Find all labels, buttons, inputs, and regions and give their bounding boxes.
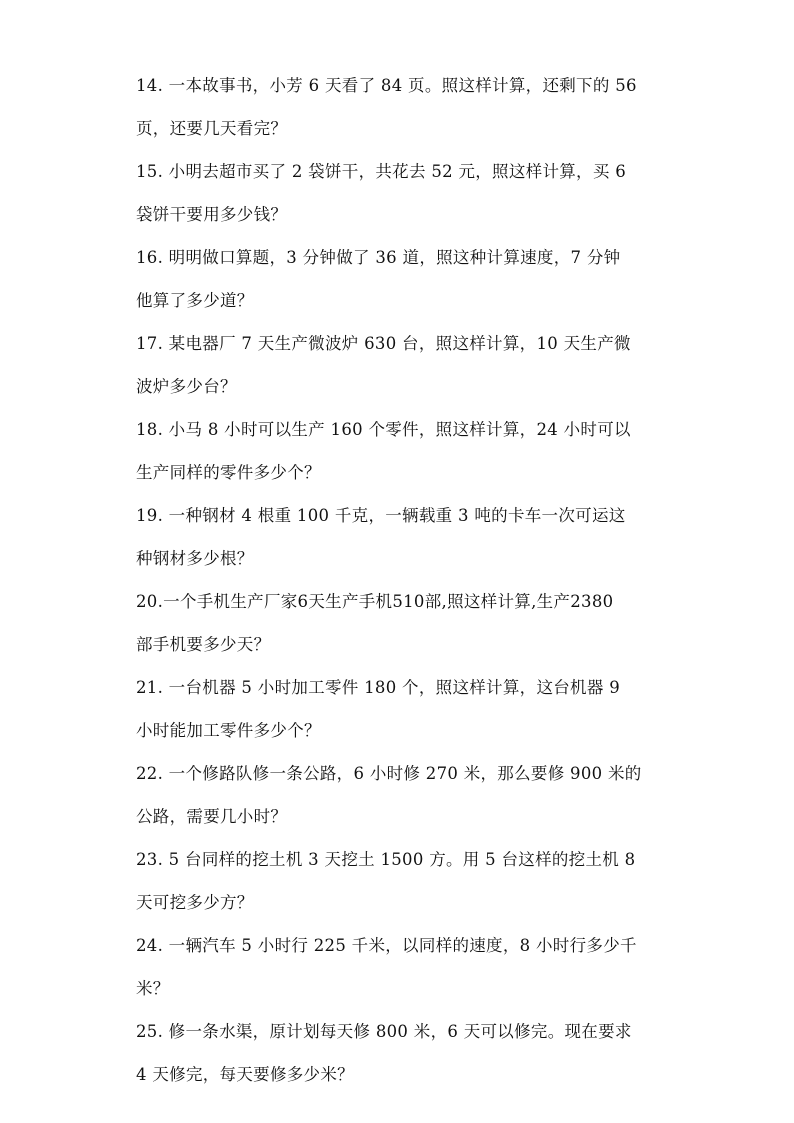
problem-line: 16. 明明做口算题，3 分钟做了 36 道，照这种计算速度，7 分钟 [136, 248, 621, 267]
problem-25 [136, 1010, 666, 1096]
problem-list [136, 64, 666, 1096]
problem-line: 页，还要几天看完？ [136, 119, 288, 138]
problem-line: 小时能加工零件多少个？ [136, 721, 321, 740]
problem-15 [136, 150, 666, 236]
problem-23 [136, 838, 666, 924]
problem-line: 公路，需要几小时？ [136, 807, 288, 826]
problem-line: 22. 一个修路队修一条公路，6 小时修 270 米，那么要修 900 米的 [136, 764, 642, 783]
problem-line: 14. 一本故事书，小芳 6 天看了 84 页。照这样计算，还剩下的 56 [136, 76, 637, 95]
problem-16 [136, 236, 666, 322]
problem-line: 17. 某电器厂 7 天生产微波炉 630 台，照这样计算，10 天生产微 [136, 334, 631, 353]
problem-24 [136, 924, 666, 1010]
problem-17 [136, 322, 666, 408]
problem-line: 4 天修完，每天要修多少米？ [136, 1065, 354, 1084]
problem-line: 21. 一台机器 5 小时加工零件 180 个，照这样计算，这台机器 9 [136, 678, 620, 697]
problem-line: 15. 小明去超市买了 2 袋饼干，共花去 52 元，照这样计算，买 6 [136, 162, 627, 181]
problem-line: 部手机要多少天？ [136, 635, 271, 654]
problem-line: 天可挖多少方？ [136, 893, 254, 912]
problem-line: 种钢材多少根？ [136, 549, 254, 568]
problem-line: 波炉多少台？ [136, 377, 237, 396]
problem-line: 19. 一种钢材 4 根重 100 千克，一辆载重 3 吨的卡车一次可运这 [136, 506, 626, 525]
problem-20 [136, 580, 666, 666]
problem-line: 24. 一辆汽车 5 小时行 225 千米，以同样的速度，8 小时行多少千 [136, 936, 637, 955]
problem-19 [136, 494, 666, 580]
problem-line: 25. 修一条水渠，原计划每天修 800 米，6 天可以修完。现在要求 [136, 1022, 632, 1041]
problem-line: 生产同样的零件多少个？ [136, 463, 321, 482]
problem-line: 18. 小马 8 小时可以生产 160 个零件，照这样计算，24 小时可以 [136, 420, 631, 439]
problem-14 [136, 64, 666, 150]
problem-21 [136, 666, 666, 752]
problem-line: 他算了多少道？ [136, 291, 254, 310]
problem-22 [136, 752, 666, 838]
problem-18 [136, 408, 666, 494]
problem-line: 20.一个手机生产厂家6天生产手机510部,照这样计算,生产2380 [136, 592, 614, 611]
problem-line: 23. 5 台同样的挖土机 3 天挖土 1500 方。用 5 台这样的挖土机 8 [136, 850, 636, 869]
problem-line: 袋饼干要用多少钱？ [136, 205, 288, 224]
problem-line: 米？ [136, 979, 170, 998]
